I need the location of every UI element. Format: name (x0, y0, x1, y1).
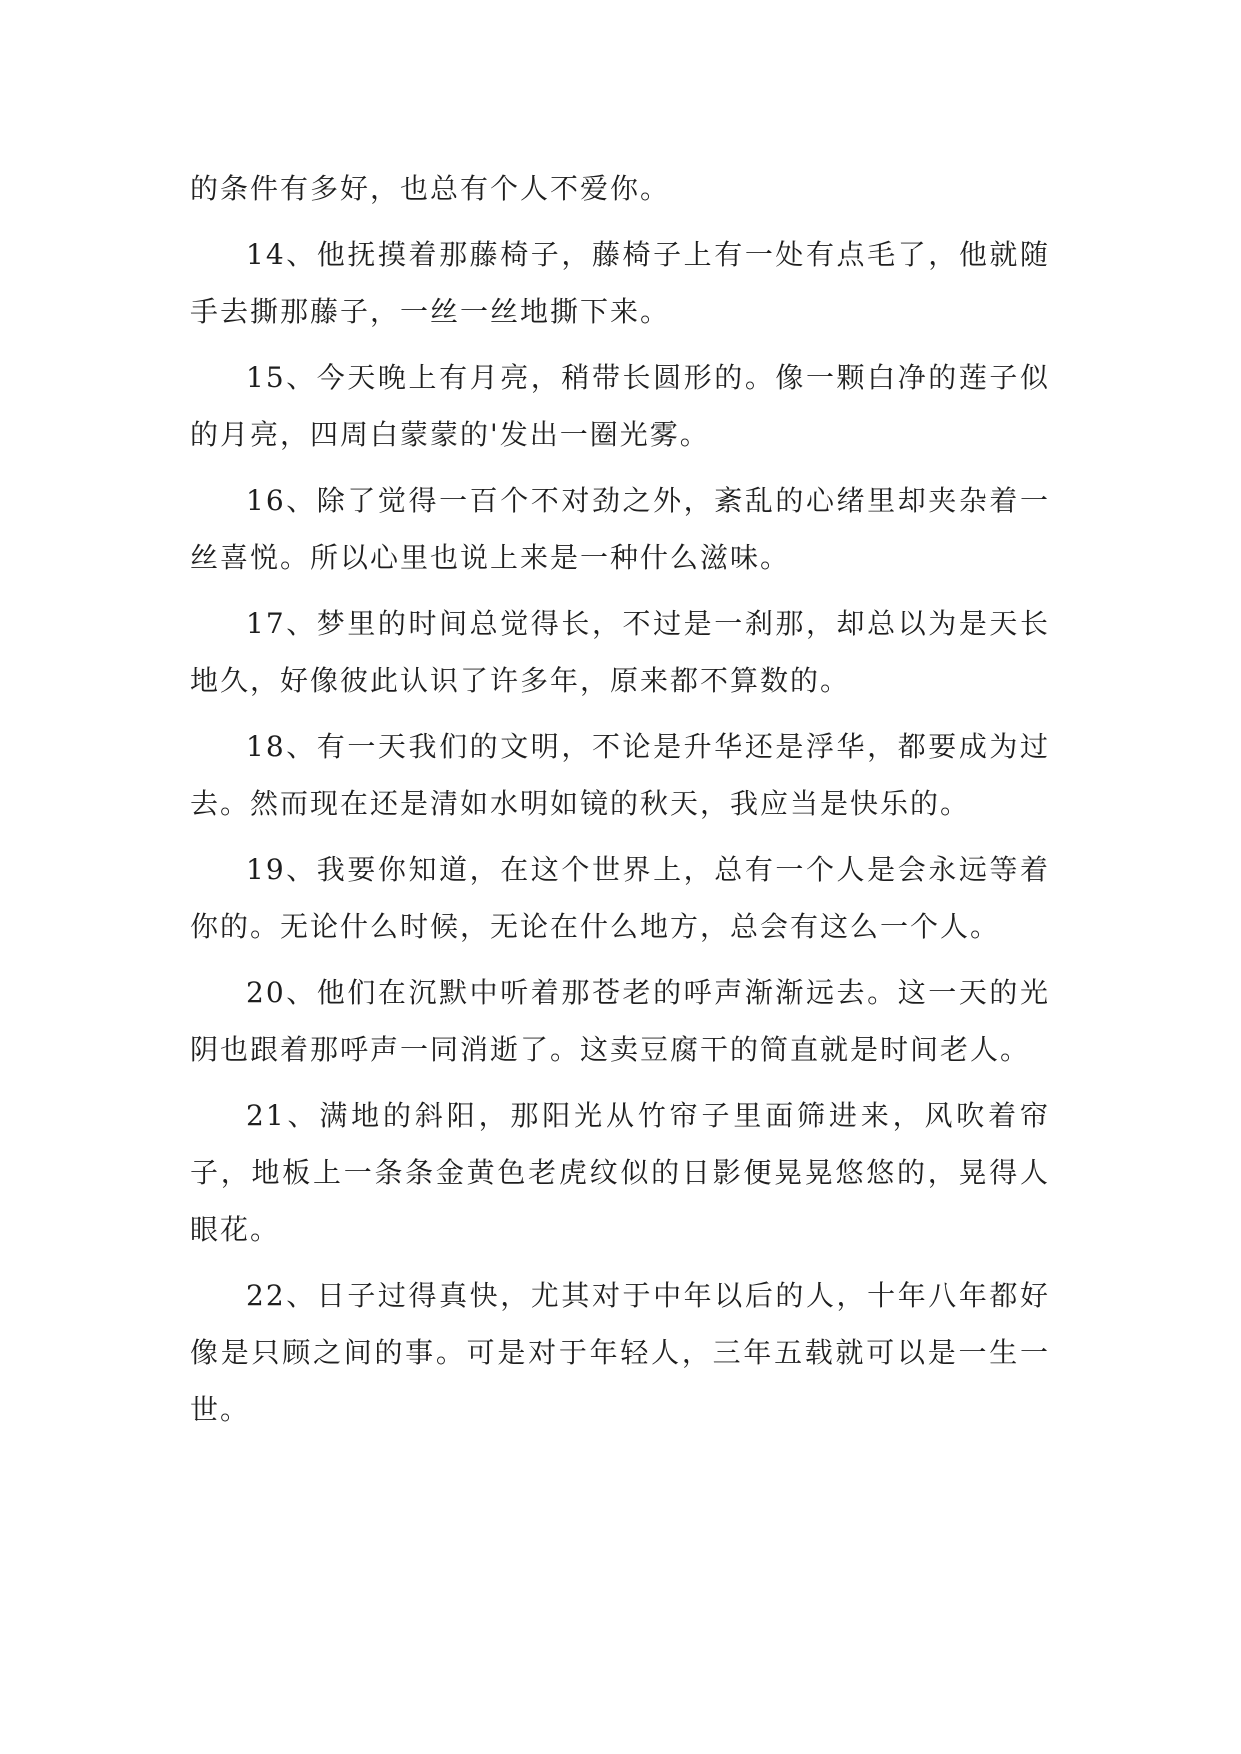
paragraph-19: 19、我要你知道，在这个世界上，总有一个人是会永远等着你的。无论什么时候，无论在什么地方，总会有这么一个人。 (190, 853, 1050, 943)
paragraph-20: 20、他们在沉默中听着那苍老的呼声渐渐远去。这一天的光阴也跟着那呼声一同消逝了。这卖豆腐干的简直就是时间老人。 (190, 976, 1050, 1066)
paragraph-17: 17、梦里的时间总觉得长，不过是一刹那，却总以为是天长地久，好像彼此认识了许多年，原来都不算数的。 (190, 607, 1050, 697)
document-body (190, 160, 1050, 1447)
paragraph-18: 18、有一天我们的文明，不论是升华还是浮华，都要成为过去。然而现在还是清如水明如镜的秋天，我应当是快乐的。 (190, 730, 1050, 820)
paragraph-22: 22、日子过得真快，尤其对于中年以后的人，十年八年都好像是只顾之间的事。可是对于年轻人，三年五载就可以是一生一世。 (190, 1279, 1050, 1426)
paragraph-15: 15、今天晚上有月亮，稍带长圆形的。像一颗白净的莲子似的月亮，四周白蒙蒙的'发出一圈光雾。 (190, 361, 1050, 451)
paragraph-16: 16、除了觉得一百个不对劲之外，紊乱的心绪里却夹杂着一丝喜悦。所以心里也说上来是一种什么滋味。 (190, 484, 1050, 574)
paragraph-continuation: 的条件有多好，也总有个人不爱你。 (190, 172, 671, 205)
paragraph-14: 14、他抚摸着那藤椅子，藤椅子上有一处有点毛了，他就随手去撕那藤子，一丝一丝地撕下来。 (190, 238, 1050, 328)
paragraph-21: 21、满地的斜阳，那阳光从竹帘子里面筛进来，风吹着帘子，地板上一条条金黄色老虎纹似的日影便晃晃悠悠的，晃得人眼花。 (190, 1099, 1050, 1246)
